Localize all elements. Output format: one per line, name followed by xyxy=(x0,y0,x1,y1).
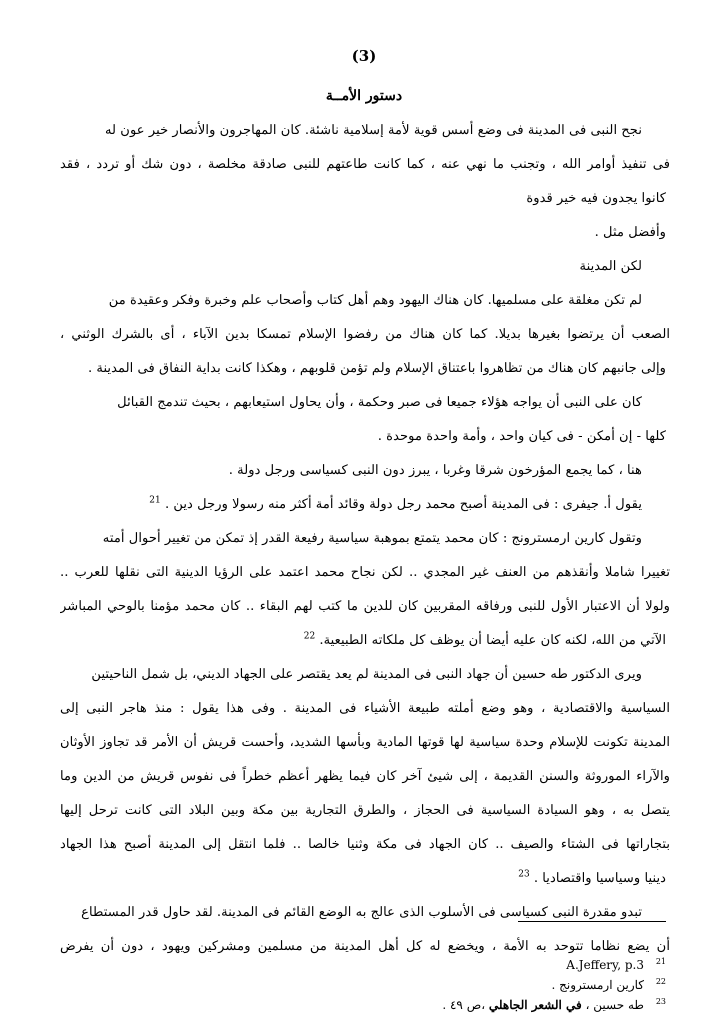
body-line: لكن المدينة xyxy=(579,259,642,274)
body-line: وأفضل مثل . xyxy=(594,225,666,240)
footnote-text: A.Jeffery, p.3 xyxy=(566,958,644,972)
body-line: أن يضع نظاما تتوحد به الأمة ، ويخضع له كل أهل المدينة من مسلمين ومشركين ويهود ، دون أن يفرض xyxy=(60,939,670,954)
footnote-ref[interactable]: 21 xyxy=(149,495,161,506)
body-line: والآراء الموروثة والسنن القديمة ، إلى شيئ آخر كان فيما يظهر أعظم خطراً فى نفوس قريش من الدين وما xyxy=(60,769,670,784)
body-line: وتقول كارين ارمسترونج : كان محمد يتمتع بموهبة سياسية رفيعة القدر إذ تمكن من تغيير أحوال أمته xyxy=(102,531,642,546)
body-line: ويرى الدكتور طه حسين أن جهاد النبى فى المدينة لم يعد يقتصر على الجهاد الديني، بل شمل الناحيتين xyxy=(91,667,642,682)
body-line: المدينة تكونت للإسلام وحدة سياسية لها قوتها المادية وبأسها الشديد، وأحست قريش أن الأمر قد تجاوز الأوثان xyxy=(60,735,670,750)
body-line: نجح النبى فى المدينة فى وضع أسس قوية لأمة إسلامية ناشئة. كان المهاجرون والأنصار خير عون له xyxy=(104,123,642,138)
footnote-author: طه حسين ، xyxy=(581,998,644,1012)
chapter-title: دستور الأمــة xyxy=(325,88,403,104)
body-line: السياسية والاقتصادية ، وهو وضع أملته طبيعة الأشياء فى المدينة . وفى هذا يقول : منذ هاجر النبى إلى xyxy=(60,701,670,716)
body-line-text: الآتي من الله، لكنه كان عليه أيضا أن يوظف كل ملكاته الطبيعية. xyxy=(319,633,666,648)
footnote-ref[interactable]: 22 xyxy=(303,631,316,642)
body-line: الصعب أن يرتضوا بغيرها بديلا. كما كان هناك من رفضوا الإسلام تمسكا بدين الآباء ، أى بالشرك الوثني ، xyxy=(60,327,670,342)
footnote-21 xyxy=(60,955,666,975)
body-line: تبدو مقدرة النبى كسياسى فى الأسلوب الذى عالج به الوضع القائم فى المدينة. لقد حاول قدر المستطاع xyxy=(81,905,642,920)
footnote-number: 21 xyxy=(655,957,666,966)
body-line-with-footnote xyxy=(60,624,666,658)
footnote-22 xyxy=(60,975,666,995)
body-line-with-footnote xyxy=(60,862,666,896)
body-line-text: دينيا وسياسيا واقتصاديا . xyxy=(533,871,666,886)
body-line: كانوا يجدون فيه خير قدوة xyxy=(526,191,666,206)
footnote-book-title: في الشعر الجاهلي xyxy=(488,998,582,1012)
footnote-page: ،ص ٤٩ . xyxy=(442,998,489,1012)
body-line: بتجاراتها فى الشتاء والصيف .. كان الجهاد فى مكة وثنيا خالصا .. فلما انتقل إلى المدينة أصبح هذا الجهاد xyxy=(60,837,670,852)
body-line: ولولا أن الاعتبار الأول للنبى ورفاقه المقربين كان للدين ما كتب لهم البقاء .. كان محمد مؤمنا بالوحي المباشر xyxy=(60,599,670,614)
body-line: تغييرا شاملا وأنقذهم من العنف غير المجدي .. لكن نجاح محمد اعتمد على الرؤيا الدينية التى نقلها للعرب .. xyxy=(60,565,670,580)
body-line-text: يقول أ. جيفرى : فى المدينة أصبح محمد رجل دولة وقائد أمة أكثر منه رسولا ورجل دين . xyxy=(164,497,642,512)
chapter-number: (3) xyxy=(351,47,377,65)
footnote-number: 23 xyxy=(655,997,666,1006)
body-line: لم تكن مغلقة على مسلميها. كان هناك اليهود وهم أهل كتاب وأصحاب علم وخبرة وفكر وعقيدة من xyxy=(108,293,642,308)
body-line: وإلى جانبهم كان هناك من تظاهروا باعتناق الإسلام ولم تؤمن قلوبهم ، وهكذا كانت بداية النفاق فى المدينة . xyxy=(87,361,666,376)
footnote-number: 22 xyxy=(655,977,666,986)
footnote-separator xyxy=(518,921,666,922)
body-line: كلها - إن أمكن - فى كيان واحد ، وأمة واحدة موحدة . xyxy=(377,429,666,444)
footnote-ref[interactable]: 23 xyxy=(518,869,530,880)
footnote-text: كارين ارمسترونج . xyxy=(551,978,644,992)
body-line: هنا ، كما يجمع المؤرخون شرقا وغربا ، يبرز دون النبى كسياسى ورجل دولة . xyxy=(228,463,642,478)
body-line-with-footnote xyxy=(60,488,670,522)
body-line: يتصل به ، وهو السيادة السياسية فى الحجاز ، والطرق التجارية بين مكة وبين البلاد التى كانت ترحل إليها xyxy=(60,803,670,818)
body-line: فى تنفيذ أوامر الله ، وتجنب ما نهي عنه ، كما كانت طاعتهم للنبى صادقة مخلصة ، دون شك أو تردد ، فقد xyxy=(60,157,670,172)
body-line: كان على النبى أن يواجه هؤلاء جميعا فى صبر وحكمة ، وأن يحاول استيعابهم ، بحيث تندمج القبائل xyxy=(117,395,642,410)
footnote-23 xyxy=(60,995,666,1015)
